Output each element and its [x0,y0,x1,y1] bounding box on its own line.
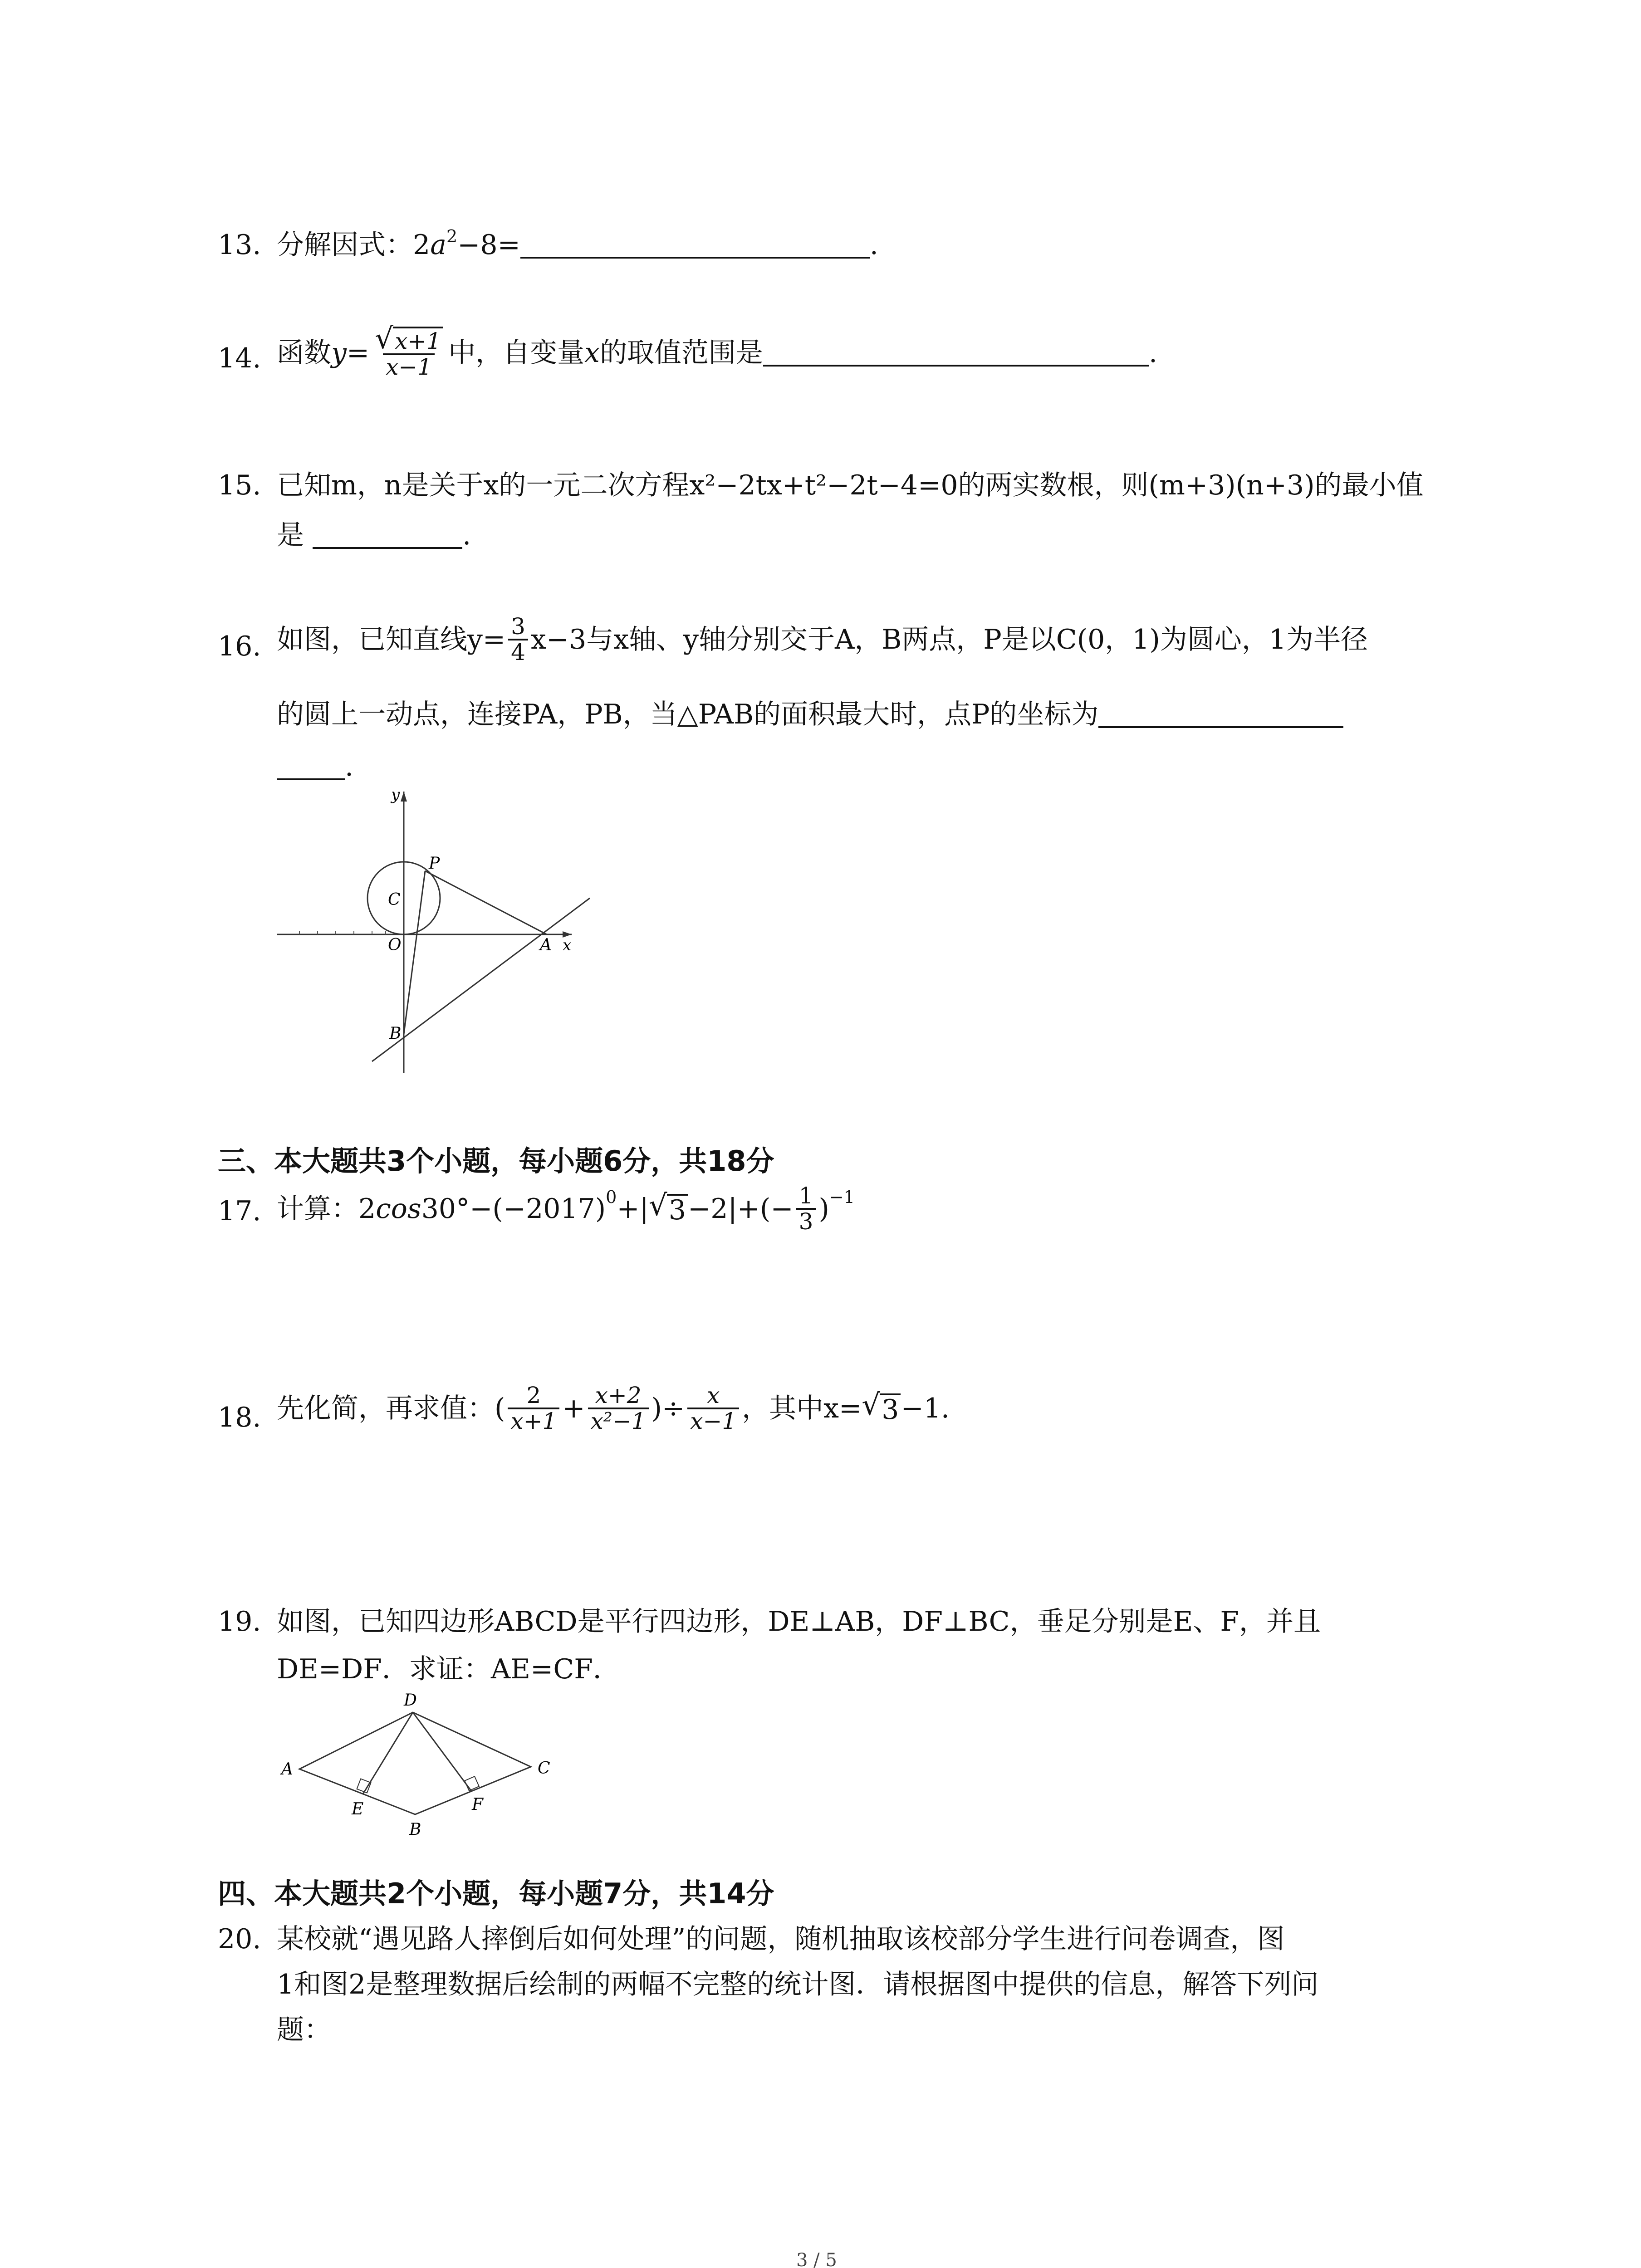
answer-blank[interactable] [520,231,870,259]
page-number: 3 / 5 [796,2250,837,2268]
segment-pa [425,871,547,934]
expr-coef: 2 [413,229,431,261]
question-prompt: 函数 [277,337,331,369]
sqrt [375,322,443,356]
question-number: 20. [218,1923,261,1955]
question-number: 15. [218,469,261,501]
period: . [869,229,878,261]
question-text [277,1184,855,1233]
label-o: O [388,936,402,954]
question-number: 14. [218,342,261,374]
question-prompt: 如图，已知直线y= [277,623,506,655]
frac-numerator: x [707,1382,720,1408]
question-tail: −1. [901,1392,950,1424]
label-p: P [429,854,440,873]
answer-blank[interactable] [1098,701,1343,728]
answer-blank[interactable] [763,339,1149,367]
radical-sign: √ [648,1188,667,1222]
label-d: D [404,1691,417,1710]
period: . [462,519,471,551]
label-c: C [538,1759,550,1778]
coordinate-figure [272,787,599,1077]
question-line-1: 如图，已知四边形ABCD是平行四边形，DE⊥AB，DF⊥BC，垂足分别是E、F，并且 [277,1606,1321,1637]
frac-denominator: x+1 [508,1408,559,1433]
label-y: y [391,787,400,804]
question-cont: x−3与x轴、y轴分别交于A，B两点，P是以C(0，1)为圆心，1为半径 [530,623,1368,655]
question-number: 13. [218,229,261,261]
fraction [508,615,528,664]
y-axis-arrow [401,792,407,802]
label-a: A [540,936,552,954]
sqrt [648,1188,688,1226]
question-number: 19. [218,1606,261,1637]
frac-numerator: 1 [798,1183,813,1209]
expr-abs-close: −2|+(− [688,1193,794,1225]
label-b: B [409,1820,421,1839]
question-line-2 [277,519,471,551]
expr-cos: cos [376,1193,421,1225]
question-line-1: 某校就“遇见路人摔倒后如何处理”的问题，随机抽取该校部分学生进行问卷调查，图 [277,1923,1285,1955]
question-prompt: 分解因式： [277,229,413,261]
question-prompt: 先化简，再求值：( [277,1392,505,1424]
question-mid: 中，自变量 [448,337,585,369]
fraction [372,322,446,380]
fraction [796,1184,816,1233]
expr-exp-neg1: −1 [829,1187,855,1207]
sqrt [862,1388,901,1426]
divide: )÷ [651,1392,685,1424]
question-number: 17. [218,1195,261,1227]
expr-var: a [430,229,446,261]
question-line-2: DE=DF．求证：AE=CF． [277,1653,620,1685]
question-line-3 [277,753,353,780]
label-e: E [352,1800,364,1818]
var-x: x [584,337,600,369]
question-text [277,1383,950,1433]
question-text [277,226,878,261]
line-ab [372,898,590,1061]
frac-denominator: x−1 [383,353,435,379]
frac-denominator: x−1 [687,1408,739,1433]
segment-df [413,1712,472,1792]
question-line-2: 1和图2是整理数据后绘制的两幅不完整的统计图．请根据图中提供的信息，解答下列问 [277,1969,1319,2000]
label-a: A [281,1760,293,1779]
section-3-heading: 三、本大题共3个小题，每小题6分，共18分 [218,1144,774,1178]
period: . [345,751,354,782]
radicand: 3 [667,1194,688,1224]
var-y: y [331,337,347,369]
fraction-3 [687,1383,739,1433]
question-text [277,322,1158,380]
frac-denominator: 3 [796,1208,816,1234]
plus: + [562,1392,585,1424]
radical-sign: √ [375,322,393,356]
expr-exp: 2 [446,226,458,246]
question-line-1: 已知m，n是关于x的一元二次方程x²−2tx+t²−2t−4=0的两实数根，则(m+3)(n+3)的最小值 [277,469,1424,501]
frac-denominator: x²−1 [588,1408,649,1433]
frac-numerator: 2 [526,1382,541,1408]
question-line-3: 题： [277,2014,331,2046]
label-c: C [388,890,401,909]
radicand: x+1 [393,327,443,353]
answer-blank-cont[interactable] [277,753,345,780]
section-4-heading: 四、本大题共2个小题，每小题7分，共14分 [218,1877,774,1910]
question-prompt-2: 的圆上一动点，连接PA，PB，当△PAB的面积最大时，点P的坐标为 [277,699,1099,730]
parallelogram-figure [272,1687,572,1855]
frac-numerator: x+2 [595,1382,642,1408]
label-f: F [472,1795,483,1814]
answer-blank[interactable] [313,522,462,549]
frac-numerator: 3 [511,613,525,640]
expr-close: ) [818,1193,829,1225]
frac-numerator [372,322,446,356]
question-line-1 [277,615,1368,664]
question-tail: 的取值范围是 [599,337,763,369]
radicand: 3 [880,1393,901,1423]
segment-pb [404,871,425,1034]
fraction-1 [508,1383,559,1433]
expr-start: 计算：2 [277,1193,376,1225]
expr-mid: 30°−(−2017) [421,1193,606,1225]
label-b: B [389,1024,402,1043]
equals: = [346,337,370,369]
expr-rest: −8= [457,229,520,261]
parallelogram-abcd [299,1712,531,1814]
right-angle-e [357,1779,371,1793]
frac-denominator: 4 [508,639,528,665]
question-cond: ，其中x= [742,1392,862,1424]
period: . [1148,337,1158,369]
question-line-2 [277,701,1343,728]
label-x: x [563,936,572,954]
question-prompt: 是 [277,519,304,551]
radical-sign: √ [862,1388,881,1422]
expr-exp-0: 0 [606,1187,617,1207]
question-number: 18. [218,1402,261,1433]
expr-abs-open: +| [617,1193,649,1225]
question-number: 16. [218,631,261,662]
fraction-2 [588,1383,649,1433]
